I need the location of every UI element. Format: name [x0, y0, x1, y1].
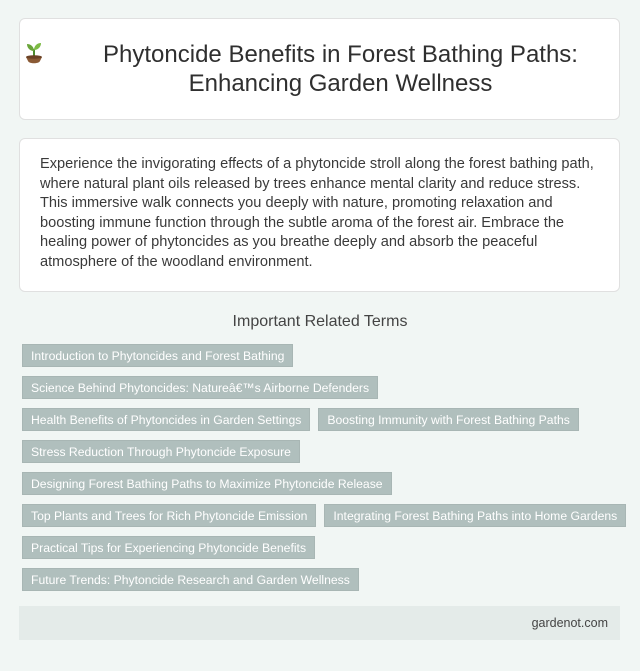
tag-row: [22, 536, 622, 559]
page-title: Phytoncide Benefits in Forest Bathing Paths: Enhancing Garden Wellness: [103, 41, 578, 97]
footer: [19, 606, 620, 640]
tag-row: [22, 440, 622, 463]
related-term-link[interactable]: Science Behind Phytoncides: Natureâ€™s Airborne Defenders: [22, 376, 378, 399]
tag-row: [22, 504, 622, 527]
related-term-link[interactable]: Health Benefits of Phytoncides in Garden Settings: [22, 408, 310, 431]
tag-row: [22, 344, 622, 367]
related-term-link[interactable]: Future Trends: Phytoncide Research and Garden Wellness: [22, 568, 359, 591]
description-text: Experience the invigorating effects of a phytoncide stroll along the forest bathing path, where natural plant oils released by trees enhance mental clarity and reduce stress. This immersive walk connects you deeply with nature, promoting relaxation and boosting immune function through the subtle aroma of the forest air. Embrace the healing power of phytoncides as you breathe deeply and absorb the peaceful atmosphere of the woodland environment.: [40, 156, 594, 270]
related-term-link[interactable]: Integrating Forest Bathing Paths into Home Gardens: [324, 504, 626, 527]
header-card: [19, 18, 620, 120]
tag-row: [22, 568, 622, 591]
tag-row: [22, 472, 622, 495]
related-terms-heading: Important Related Terms: [232, 313, 408, 330]
tag-row: [22, 408, 622, 431]
related-term-link[interactable]: Top Plants and Trees for Rich Phytoncide Emission: [22, 504, 316, 527]
title-wrap: [20, 40, 619, 98]
sprout-icon: [20, 40, 48, 68]
related-term-link[interactable]: Boosting Immunity with Forest Bathing Paths: [318, 408, 579, 431]
footer-site-link[interactable]: gardenot.com: [531, 616, 608, 630]
description-card: [19, 138, 620, 292]
related-term-link[interactable]: Stress Reduction Through Phytoncide Exposure: [22, 440, 300, 463]
tag-row: [22, 376, 622, 399]
related-term-link[interactable]: Introduction to Phytoncides and Forest Bathing: [22, 344, 293, 367]
related-terms-list: [22, 344, 622, 600]
related-term-link[interactable]: Practical Tips for Experiencing Phytoncide Benefits: [22, 536, 315, 559]
related-term-link[interactable]: Designing Forest Bathing Paths to Maximize Phytoncide Release: [22, 472, 392, 495]
